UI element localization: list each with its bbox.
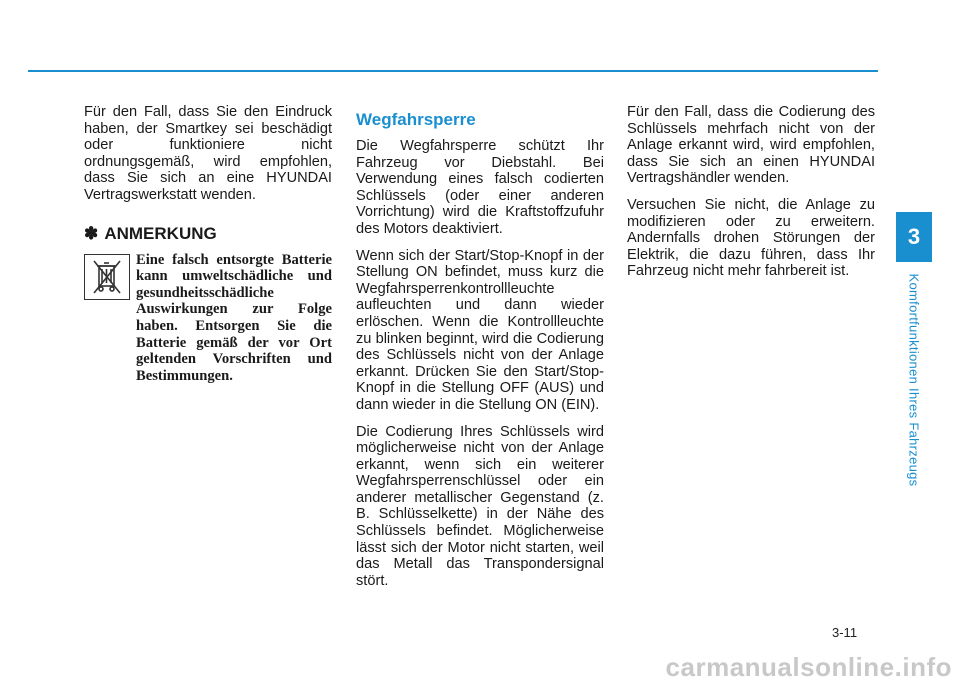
- note-heading: [84, 224, 332, 244]
- note-text: Eine falsch entsorgte Batterie kann umweltschädliche und gesundheitsschädliche Auswirkungen zur Folge haben. Entsorgen Sie die Batterie gemäß der vor Ort geltenden Vorschriften und Bestimmungen.: [136, 251, 332, 384]
- bin-graphic: [90, 258, 124, 296]
- paragraph-2: Wenn sich der Start/Stop-Knopf in der Stellung ON befindet, muss kurz die Wegfahrsperrenkontrollleuchte aufleuchten und dann wieder erlöschen. Wenn die Kontrollleuchte zu blinken beginnt, wird die Codierung des Schlüssels nicht von der Anlage erkannt. Drücken Sie den Start/Stop-Knopf in die Stellung OFF (AUS) und dann wieder in die Stellung ON (EIN).: [356, 247, 604, 413]
- paragraph-1: Die Wegfahrsperre schützt Ihr Fahrzeug vor Diebstahl. Bei Verwendung eines falsch codierten Schlüssels (oder einer anderen Vorrichtung) wird die Kraftstoffzufuhr des Motors deaktiviert.: [356, 138, 604, 237]
- star-icon: ✽: [84, 223, 99, 243]
- section-title-wegfahrsperre: Wegfahrsperre: [356, 110, 476, 129]
- chapter-label: Komfortfunktionen Ihres Fahrzeugs: [906, 273, 922, 487]
- crossed-out-wheelie-bin-icon: [84, 254, 130, 300]
- note-body: [84, 252, 332, 385]
- top-rule: [28, 70, 878, 72]
- paragraph-3: Die Codierung Ihres Schlüssels wird möglicherweise nicht von der Anlage erkannt, wenn sich ein weiterer Wegfahrsperrenschlüssel oder ein anderer metallischer Gegenstand (z. B. Schlüsselkette) in der Nähe des Schlüssels befindet. Möglicherweise lässt sich der Motor nicht starten, weil das Metall das Transpondersignal stört.: [356, 423, 604, 589]
- column-1: [84, 104, 332, 384]
- paragraph-1: Für den Fall, dass die Codierung des Schlüssels mehrfach nicht von der Anlage erkannt wird, wird empfohlen, dass Sie sich an einen HYUNDAI Vertragshändler wenden.: [627, 104, 875, 187]
- paragraph-2: Versuchen Sie nicht, die Anlage zu modifizieren oder zu erweitern. Andernfalls drohen Störungen der Elektrik, die dazu führen, dass Ihr Fahrzeug nicht mehr fahrbereit ist.: [627, 196, 875, 280]
- watermark: carmanualsonline.info: [665, 652, 952, 682]
- intro-paragraph: Für den Fall, dass Sie den Eindruck haben, der Smartkey sei beschädigt oder funktioniere nicht ordnungsgemäß, wird empfohlen, dass Sie sich an eine HYUNDAI Vertragswerkstatt wenden.: [84, 104, 332, 203]
- page-number: 3-11: [832, 625, 858, 640]
- column-2: [356, 104, 604, 599]
- column-3: [627, 104, 875, 290]
- note-heading-label: ANMERKUNG: [104, 223, 217, 243]
- chapter-tab: 3: [896, 212, 932, 262]
